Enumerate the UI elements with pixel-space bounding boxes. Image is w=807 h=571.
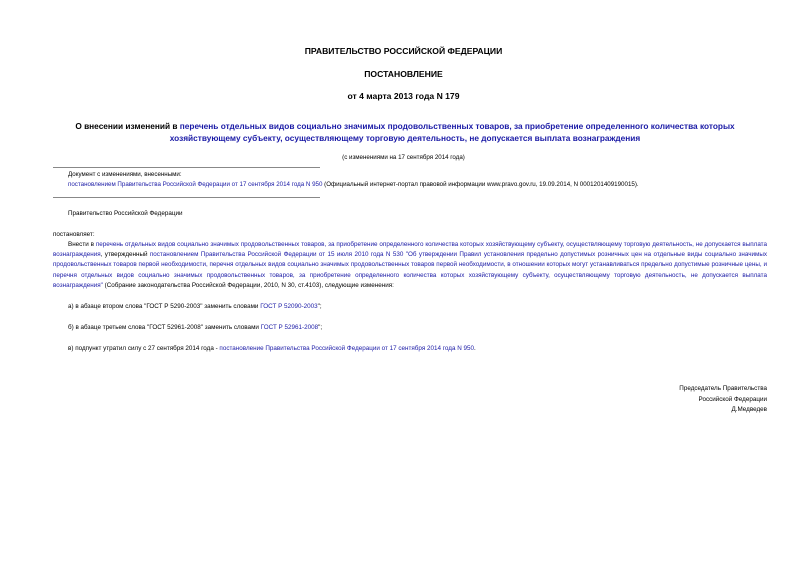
- signature-name: Д.Медведев: [731, 406, 767, 414]
- item-c-end: .: [474, 345, 476, 352]
- signature-title: Председатель Правительства: [679, 385, 767, 392]
- main-text-3: (Собрание законодательства Российской Федерации, 2010, N 30, ст.4103), следующие изменения:: [102, 281, 394, 289]
- item-a-text: а) в абзаце втором слова "ГОСТ Р 5290-2003" заменить словами: [68, 303, 261, 310]
- item-c: [68, 344, 782, 354]
- title-link[interactable]: перечень отдельных видов социально значимых продовольственных товаров, за приобретение определенного количества которых хозяйствующему субъекту, осуществляющему торговую деятельность, не допускается выплата вознаграждения: [169, 121, 735, 143]
- decrees-label: постановляет:: [53, 231, 95, 238]
- amendments-label: Документ с изменениями, внесенными:: [68, 171, 182, 178]
- divider-bottom: [53, 197, 320, 198]
- signature-block: [679, 384, 767, 416]
- main-paragraph: [53, 240, 767, 291]
- amendment-source: (Официальный интернет-портал правовой информации www.pravo.gov.ru, 19.09.2014, N 0001201409190015).: [322, 181, 639, 188]
- item-a: [68, 302, 782, 312]
- main-text-2: , утвержденный: [100, 251, 150, 259]
- government-heading: ПРАВИТЕЛЬСТВО РОССИЙСКОЙ ФЕДЕРАЦИИ: [304, 46, 503, 56]
- document-title: [45, 121, 765, 144]
- signature-country: Российской Федерации: [698, 395, 767, 403]
- list-link[interactable]: перечень отдельных видов социально значимых продовольственных товаров, за приобретение определенного количества которых хозяйствующему субъекту, осуществляющему торговую деятельность, не допускается выплата вознаграждения: [53, 241, 767, 259]
- main-text-1: Внести в: [68, 241, 96, 248]
- item-b: [68, 323, 782, 333]
- document-date-number: от 4 марта 2013 года N 179: [347, 91, 460, 101]
- item-b-end: ";: [318, 324, 323, 331]
- government-statement: Правительство Российской Федерации: [68, 210, 183, 217]
- resolution-950-link[interactable]: постановление Правительства Российской Федерации от 17 сентября 2014 года N 950: [219, 345, 475, 352]
- item-c-text: в) подпункт утратил силу с 27 сентября 2014 года -: [68, 345, 220, 352]
- gost-52090-link[interactable]: ГОСТ Р 52090-2003: [260, 303, 318, 310]
- gost-52961-link[interactable]: ГОСТ Р 52961-2008: [260, 324, 319, 331]
- divider-top: [53, 167, 320, 168]
- title-prefix: О внесении изменений в: [75, 121, 180, 131]
- item-b-text: б) в абзаце третьем слова "ГОСТ 52961-2008" заменить словами: [68, 324, 261, 331]
- amendments-line: [68, 181, 768, 190]
- changes-note: (с изменениями на 17 сентября 2014 года): [342, 154, 465, 161]
- amendment-link[interactable]: постановлением Правительства Российской Федерации от 17 сентября 2014 года N 950: [68, 181, 323, 188]
- document-type: ПОСТАНОВЛЕНИЕ: [364, 69, 443, 79]
- resolution-530-link[interactable]: постановлением Правительства Российской Федерации от 15 июля 2010 года N 530 "Об утверждении Правил установления предельно допустимых розничных цен на отдельные виды социально значимых продовольственных товаров первой необходимости, перечня отдельных видов социально значимых продовольственных товаров первой необходимости, в отношении которых могут устанавливаться предельно допустимые розничные цены, и перечня отдельных видов социально значимых продовольственных товаров, за приобретение определенного количества которых хозяйствующему субъекту, осуществляющему торговую деятельность, не допускается выплата вознаграждения": [53, 251, 767, 289]
- item-a-end: ";: [317, 303, 322, 310]
